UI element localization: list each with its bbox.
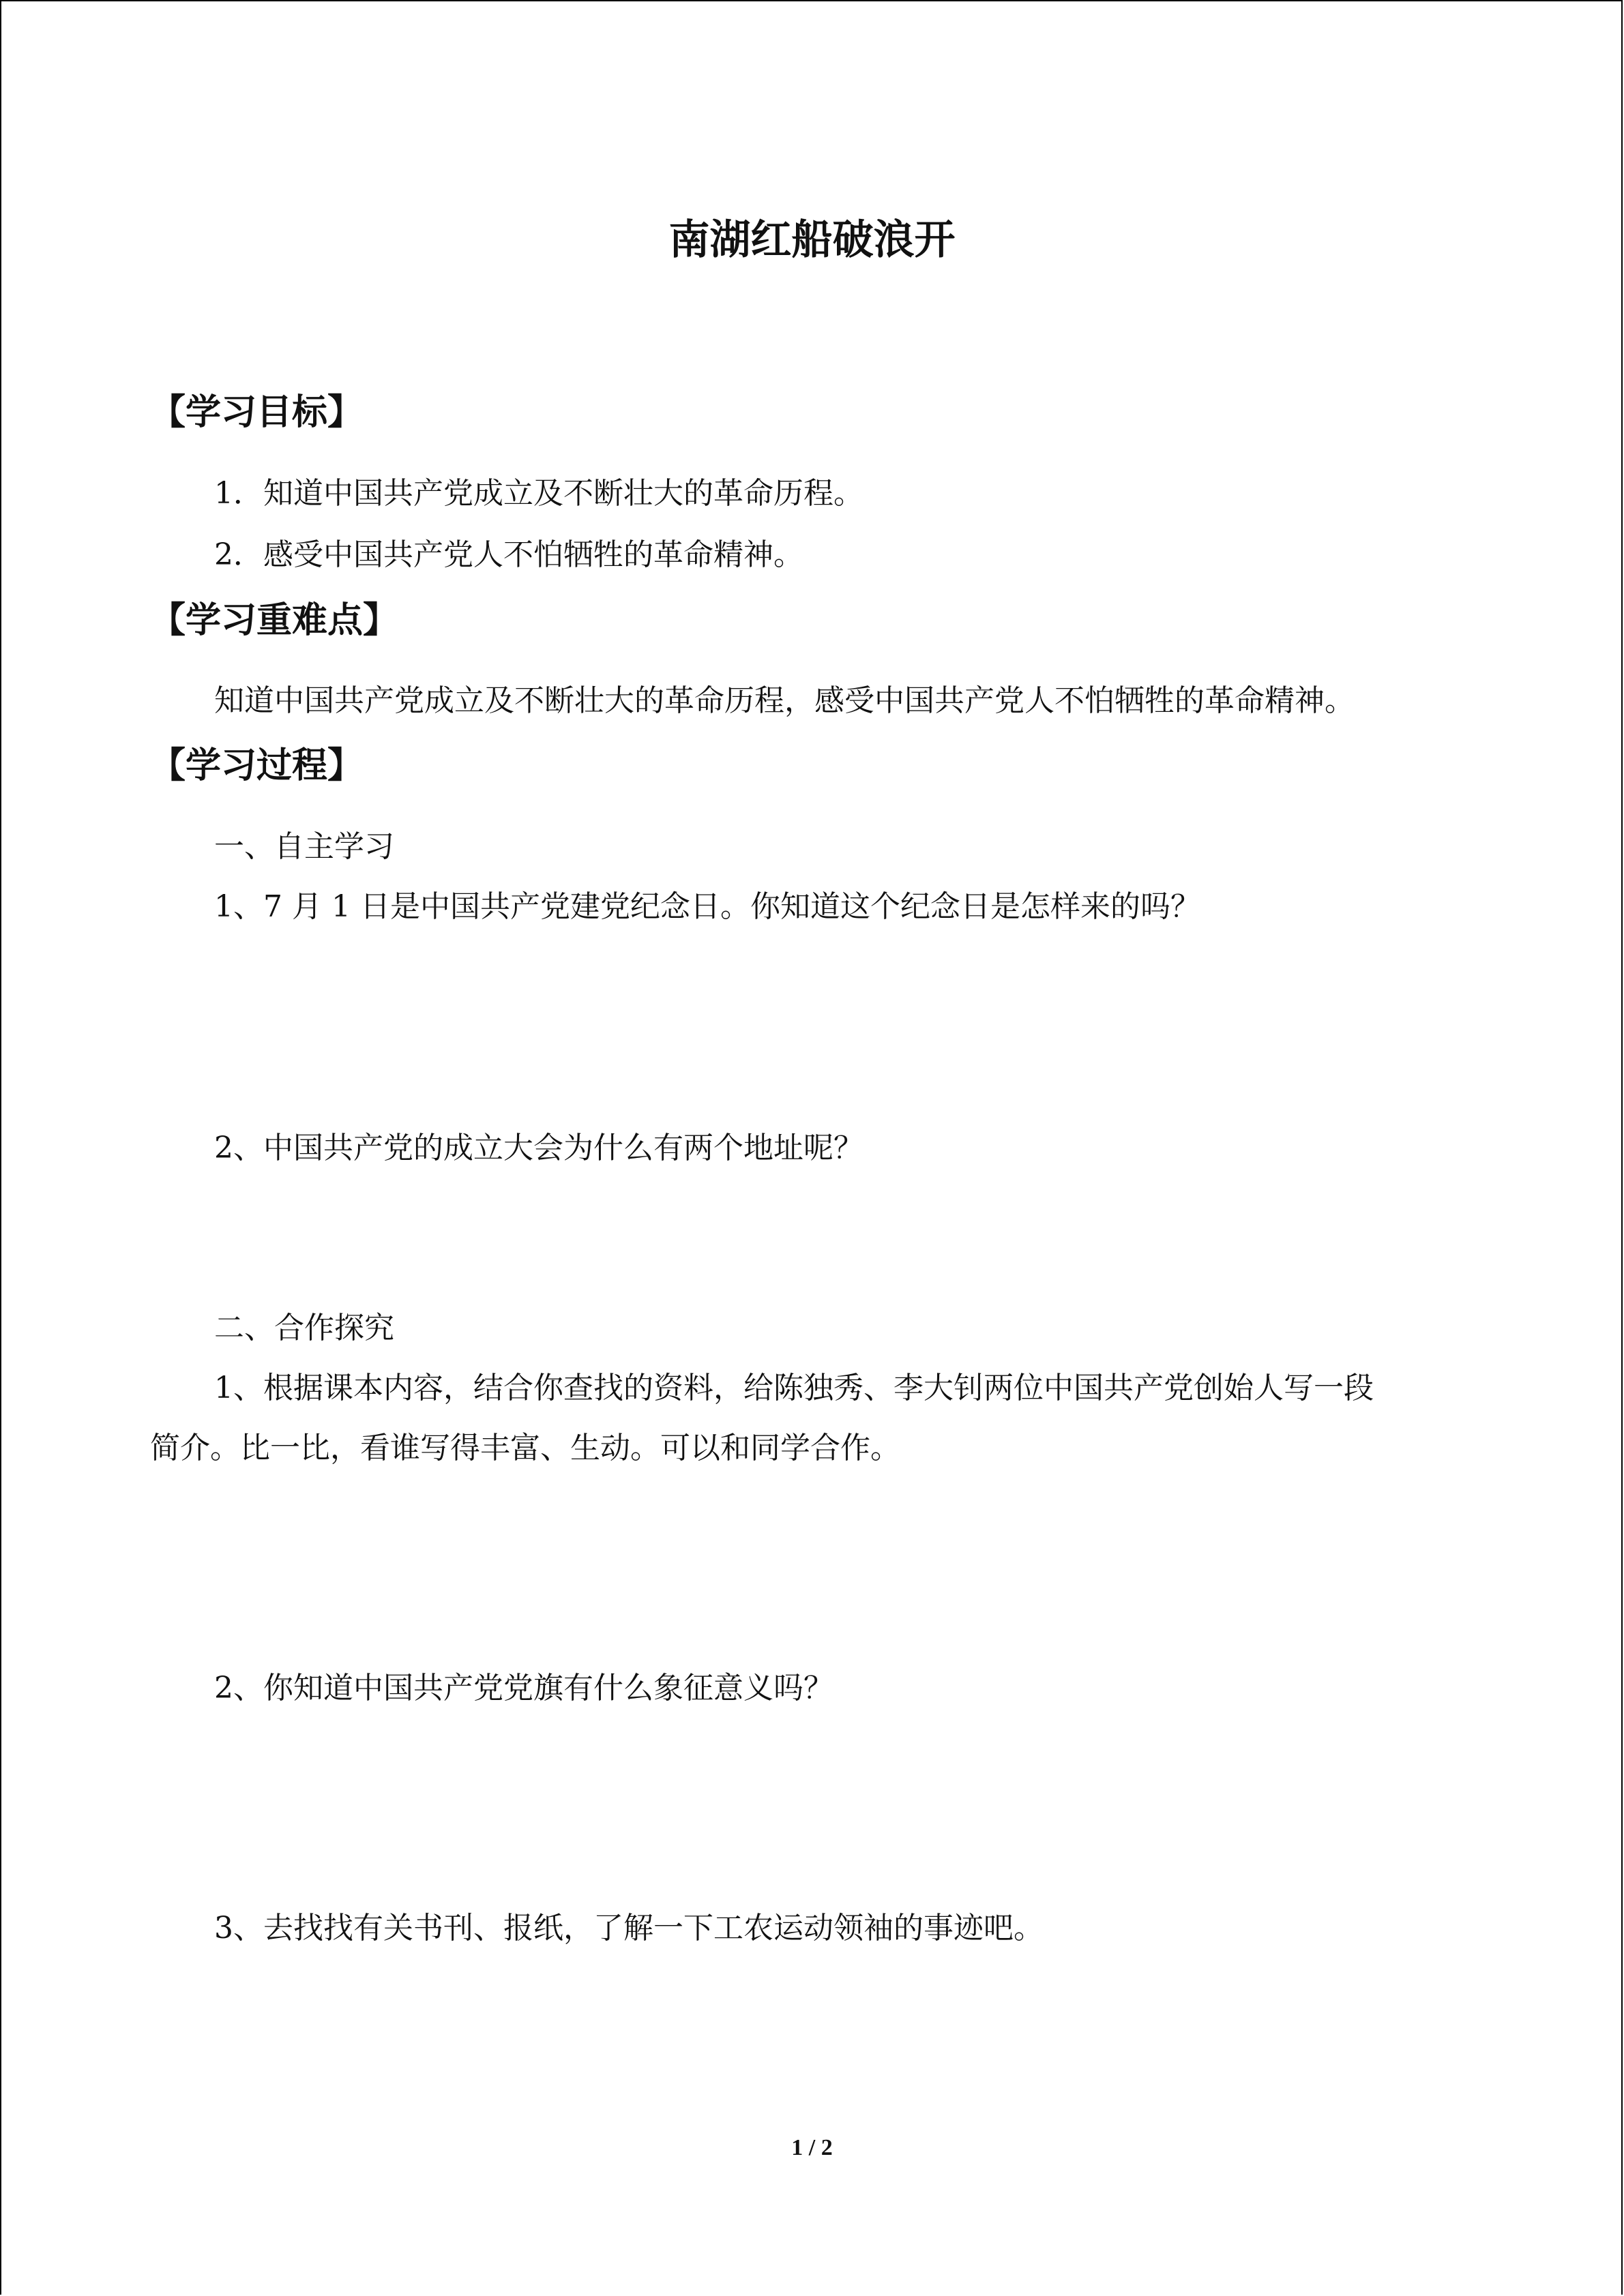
- heading-objectives: 【学习目标】: [150, 392, 364, 433]
- self-study-label: 一、自主学习: [214, 829, 394, 864]
- key-points-text: 知道中国共产党成立及不断壮大的革命历程，感受中国共产党人不怕牺牲的革命精神。: [214, 683, 1355, 718]
- cooperation-question-1-line-1: 1、根据课本内容，结合你查找的资料，给陈独秀、李大钊两位中国共产党创始人写一段: [214, 1371, 1374, 1405]
- page-title: 南湖红船破浪开: [668, 216, 956, 264]
- heading-key-points: 【学习重难点】: [150, 600, 399, 641]
- self-study-question-2: 2、中国共产党的成立大会为什么有两个地址呢？: [214, 1131, 863, 1165]
- objective-item-1: 1．知道中国共产党成立及不断壮大的革命历程。: [214, 476, 863, 511]
- objective-item-2: 2．感受中国共产党人不怕牺牲的革命精神。: [214, 537, 803, 572]
- cooperation-label: 二、合作探究: [214, 1311, 394, 1345]
- cooperation-question-3: 3、去找找有关书刊、报纸，了解一下工农运动领袖的事迹吧。: [214, 1911, 1044, 1945]
- self-study-question-1: 1、7 月 1 日是中国共产党建党纪念日。你知道这个纪念日是怎样来的吗？: [214, 889, 1200, 924]
- heading-process: 【学习过程】: [150, 745, 364, 786]
- cooperation-question-2: 2、你知道中国共产党党旗有什么象征意义吗？: [214, 1671, 833, 1705]
- cooperation-question-1-line-2: 简介。比一比，看谁写得丰富、生动。可以和同学合作。: [150, 1431, 900, 1465]
- page-number: 1 / 2: [791, 2135, 833, 2160]
